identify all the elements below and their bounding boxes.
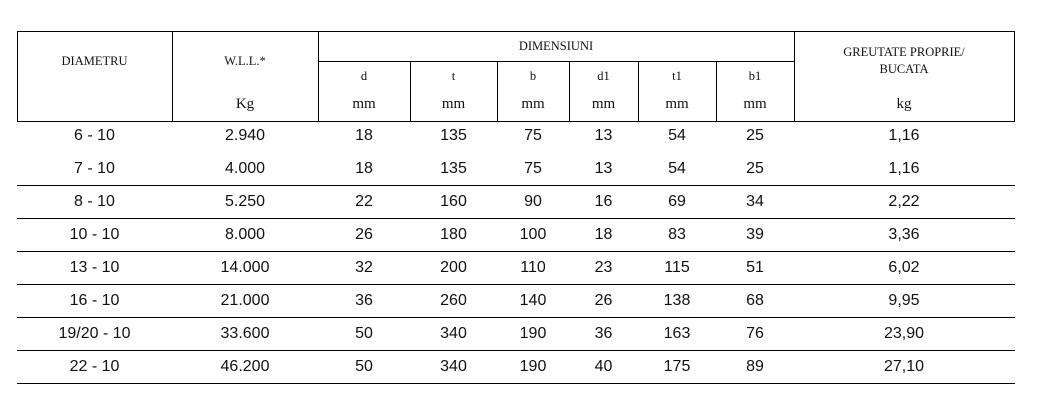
cell-t1: 54 [668, 127, 686, 144]
dimensiuni-underline [318, 61, 794, 62]
cell-b: 190 [519, 325, 547, 342]
header-b1: b1 [748, 69, 762, 83]
cell-wll: 5.250 [224, 193, 266, 210]
cell-wll: 14.000 [220, 259, 270, 276]
cell-t1: 115 [664, 259, 690, 276]
table-row [17, 219, 1015, 252]
cell-d: 18 [355, 160, 373, 177]
cell-greutate: 27,10 [883, 358, 925, 375]
table-row [17, 120, 1015, 153]
cell-b1: 76 [746, 325, 764, 342]
cell-greutate: 23,90 [883, 325, 925, 342]
cell-b1: 89 [746, 358, 764, 375]
cell-t: 135 [440, 160, 467, 177]
table-body [17, 120, 1015, 384]
cell-b: 90 [524, 193, 542, 210]
table-row [17, 318, 1015, 351]
cell-d: 26 [355, 226, 373, 243]
header-b: b [529, 69, 537, 83]
cell-wll: 46.200 [220, 358, 270, 375]
cell-d1: 18 [594, 226, 613, 243]
cell-t1: 69 [668, 193, 686, 210]
header-dimensiuni: DIMENSIUNI [518, 39, 594, 53]
cell-d: 18 [355, 127, 373, 144]
cell-t: 135 [440, 127, 467, 144]
table-row [17, 285, 1015, 318]
cell-b: 75 [524, 127, 542, 144]
cell-d: 50 [355, 325, 373, 342]
cell-b1: 68 [746, 292, 764, 309]
cell-wll: 4.000 [224, 160, 266, 177]
header-diametru: DIAMETRU [61, 54, 128, 68]
header-t-unit: mm [441, 96, 466, 112]
cell-t1: 175 [663, 358, 691, 375]
cell-d1: 16 [594, 193, 613, 210]
cell-wll: 2.940 [224, 127, 266, 144]
cell-t: 160 [440, 193, 467, 210]
cell-d: 50 [355, 358, 373, 375]
cell-b: 190 [519, 358, 547, 375]
table-row [17, 252, 1015, 285]
cell-d1: 36 [594, 325, 613, 342]
cell-diametru: 13 - 10 [69, 259, 120, 276]
cell-b: 140 [519, 292, 547, 309]
header-t1: t1 [672, 69, 682, 83]
cell-b1: 51 [746, 259, 764, 276]
cell-t1: 83 [668, 226, 686, 243]
cell-wll: 8.000 [224, 226, 266, 243]
cell-greutate: 1,16 [888, 127, 920, 144]
header-greutate-unit: kg [896, 96, 912, 112]
cell-diametru: 16 - 10 [69, 292, 120, 309]
border-right [1014, 32, 1015, 121]
table-header [17, 31, 1015, 122]
cell-t: 340 [440, 325, 467, 342]
cell-b: 100 [519, 226, 547, 243]
cell-diametru: 10 - 10 [69, 226, 120, 243]
cell-d1: 23 [594, 259, 613, 276]
header-d: d [360, 69, 368, 83]
header-d-unit: mm [352, 96, 376, 112]
header-t1-unit: mm [665, 96, 689, 112]
cell-t: 200 [440, 259, 467, 276]
header-wll: W.L.L.* [224, 54, 266, 68]
cell-t: 260 [440, 292, 467, 309]
cell-d: 32 [355, 259, 373, 276]
cell-d1: 26 [594, 292, 613, 309]
cell-t: 340 [440, 358, 467, 375]
cell-greutate: 3,36 [888, 226, 920, 243]
header-greutate-line1: GREUTATE PROPRIE/ [843, 45, 965, 59]
table-row [17, 351, 1015, 384]
header-d1: d1 [597, 69, 610, 83]
cell-t: 180 [440, 226, 467, 243]
cell-diametru: 22 - 10 [69, 358, 120, 375]
cell-diametru: 7 - 10 [74, 160, 115, 177]
cell-diametru: 8 - 10 [74, 193, 115, 210]
cell-d: 22 [355, 193, 373, 210]
cell-b1: 34 [746, 193, 764, 210]
cell-t1: 54 [668, 160, 686, 177]
header-t: t [451, 69, 456, 83]
header-wll-unit: Kg [235, 96, 255, 112]
cell-wll: 21.000 [220, 292, 270, 309]
header-b1-unit: mm [743, 96, 767, 112]
cell-wll: 33.600 [220, 325, 270, 342]
header-greutate-line2: BUCATA [879, 62, 929, 76]
cell-b1: 25 [746, 160, 764, 177]
cell-greutate: 6,02 [888, 259, 920, 276]
cell-t1: 163 [663, 325, 691, 342]
cell-b: 110 [520, 259, 546, 276]
cell-b1: 39 [746, 226, 764, 243]
table-row [17, 186, 1015, 219]
cell-greutate: 9,95 [888, 292, 920, 309]
cell-diametru: 19/20 - 10 [58, 325, 131, 342]
table-row [17, 153, 1015, 186]
header-d1-unit: mm [591, 96, 616, 112]
cell-b1: 25 [746, 127, 764, 144]
cell-diametru: 6 - 10 [74, 127, 115, 144]
cell-d1: 40 [594, 358, 613, 375]
cell-greutate: 2,22 [888, 193, 920, 210]
cell-d1: 13 [594, 127, 613, 144]
cell-d: 36 [355, 292, 373, 309]
cell-greutate: 1,16 [888, 160, 920, 177]
cell-t1: 138 [663, 292, 691, 309]
border-left [17, 32, 18, 121]
header-b-unit: mm [521, 96, 545, 112]
cell-b: 75 [524, 160, 542, 177]
cell-d1: 13 [594, 160, 613, 177]
